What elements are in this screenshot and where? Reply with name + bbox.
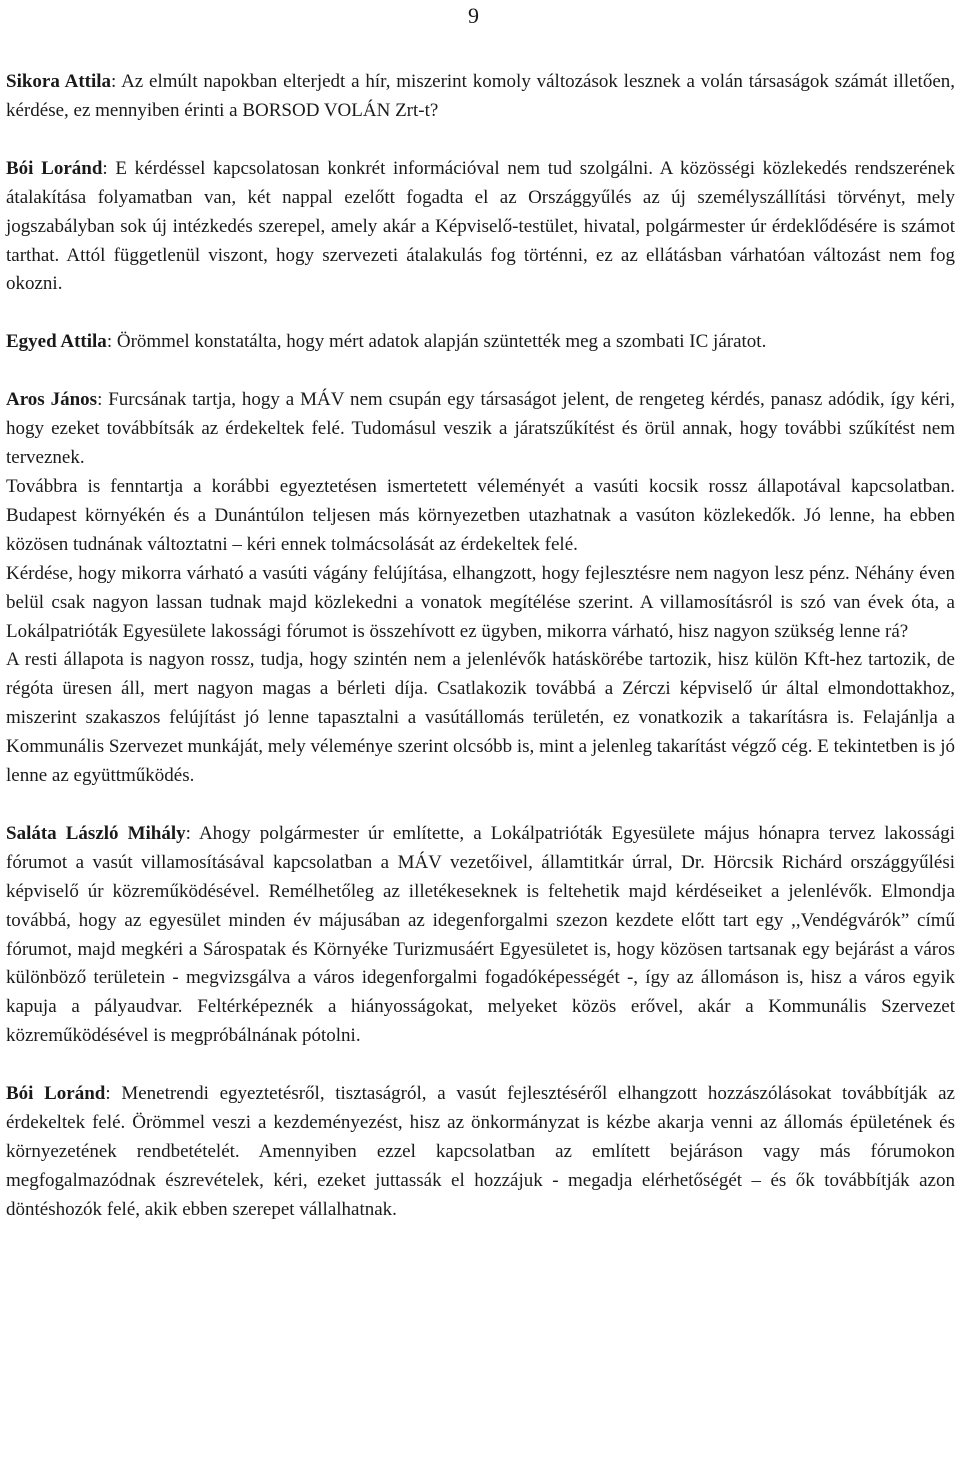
paragraph-text: Továbbra is fenntartja a korábbi egyeztetésen ismertetett véleményét a vasúti kocsik rossz állapotával kapcsolatban. Budapest környékén és a Dunántúlon teljesen más környezetben utazhatnak a vasúton közlekedők. Jó lenne, ha ebben közösen tudnának változtatni – kéri ennek tolmácsolását az érdekeltek felé. — [6, 475, 955, 555]
speaker-name: Sikora Attila — [6, 71, 112, 92]
paragraph-aros-janos-continued-3 — [6, 646, 955, 791]
paragraph-text: : E kérdéssel kapcsolatosan konkrét információval nem tud szolgálni. A közösségi közlekedés rendszerének átalakítása folyamatban van, két nappal ezelőtt fogadta el az Országgyűlés az új személyszállítási törvényt, mely jogszabályban sok új intézkedés szerepel, amely akár a Képviselő-testület, hivatal, polgármester úr érdeklődésére is számot tarthat. Attól függetlenül viszont, hogy szervezeti átalakulás fog történni, ez az ellátásban várhatóan változást nem fog okozni. — [6, 157, 955, 295]
paragraph-text: Kérdése, hogy mikorra várható a vasúti vágány felújítása, elhangzott, hogy fejlesztésre nem nagyon lesz pénz. Néhány éven belül csak nagyon lassan tudnak majd közlekedni a vonatok megítélése szerint. A villamosításról is szó van évek óta, a Lokálpatrióták Egyesülete lakossági fórumot is összehívott ez ügyben, mikorra várható, hisz nagyon szükség lenne rá? — [6, 562, 955, 642]
speaker-name: Aros János — [6, 389, 98, 411]
paragraph-salata-laszlo-mihaly — [6, 820, 955, 1051]
paragraph-boi-lorand-2 — [6, 1080, 955, 1225]
paragraph-text: : Az elmúlt napokban elterjedt a hír, miszerint komoly változások lesznek a volán társaságok számát illetően, kérdése, ez mennyiben érinti a BORSOD VOLÁN Zrt-t? — [6, 71, 956, 121]
speaker-name: Bói Loránd — [6, 1083, 106, 1105]
paragraph-text: A resti állapota is nagyon rossz, tudja, hogy szintén nem a jelenlévők hatáskörébe tartozik, hisz külön Kft-hez tartozik, de régóta üresen áll, mert nagyon magas a bérleti díja. Csatlakozik továbbá a Zérczi képviselő úr által elmondottakhoz, miszerint szakaszos felújítást jó lenne tapasztalni a vasútállomás területén, ez vonatkozik a takarításra is. Felajánlja a Kommunális Szervezet munkáját, mely véleménye szerint olcsóbb is, mint a jelenleg takarítást végző cég. E tekintetben is jó lenne az együttműködés. — [6, 649, 955, 787]
paragraph-text: : Furcsának tartja, hogy a MÁV nem csupán egy társaságot jelent, de rengeteg kérdés, panasz adódik, így kéri, hogy ezeket továbbítsák az érdekeltek felé. Tudomásul veszik a járatszűkítést és örül annak, hogy további szűkítést nem terveznek. — [6, 389, 955, 469]
paragraph-sikora-attila — [6, 68, 955, 126]
speaker-name: Saláta László Mihály — [6, 822, 186, 844]
paragraph-text: : Ahogy polgármester úr említette, a Lokálpatrióták Egyesülete május hónapra tervez lakossági fórumot a vasút villamosításával kapcsolatban a MÁV vezetőivel, államtitkár úrral, Dr. Hörcsik Richárd országgyűlési képviselő úr közreműködésével. Remélhetőleg az illetékeseknek is feltehetik majd kérdéseiket a jelenlévők. Elmondja továbbá, hogy az egyesület minden év májusában az idegenforgalmi szezon kezdete előtt tart egy ,,Vendégvárók” című fórumot, majd megkéri a Sárospatak és Környéke Turizmusáért Egyesületet is, hogy közösen tartsanak egy bejárást a város különböző területein - megvizsgálva a város idegenforgalmi fogadóképességét -, így az állomáson is, hisz a város egyik kapuja a pályaudvar. Feltérképeznék a hiányosságokat, melyeket közös erővel, akár a Kommunális Szervezet közreműködésével is megpróbálnának pótolni. — [6, 822, 955, 1047]
paragraph-egyed-attila — [6, 328, 955, 357]
paragraph-boi-lorand-1 — [6, 155, 955, 300]
paragraph-aros-janos-continued-1 — [6, 473, 955, 560]
speaker-name: Bói Loránd — [6, 157, 103, 179]
paragraph-text: : Menetrendi egyeztetésről, tisztaságról, a vasút fejlesztéséről elhangzott hozzászólásokat továbbítják az érdekeltek felé. Örömmel veszi a kezdeményezést, hisz az önkormányzat is kézbe akarja venni az állomás épületének és környezetének rendbetételét. Amennyiben ezzel kapcsolatban az említett bejáráson vagy más fórumokon megfogalmazódnak észrevételek, kéri, ezeket juttassák el hozzájuk - megadja elérhetőségét – és ők továbbítják azon döntéshozók felé, akik ebben szerepet vállalhatnak. — [6, 1083, 955, 1220]
paragraph-text: : Örömmel konstatálta, hogy mért adatok alapján szüntették meg a szombati IC járatot. — [106, 331, 767, 353]
minutes-body — [6, 68, 955, 1225]
paragraph-aros-janos — [6, 386, 955, 473]
page-number: 9 — [468, 3, 479, 28]
speaker-name: Egyed Attila — [6, 331, 107, 353]
paragraph-aros-janos-continued-2 — [6, 560, 955, 647]
